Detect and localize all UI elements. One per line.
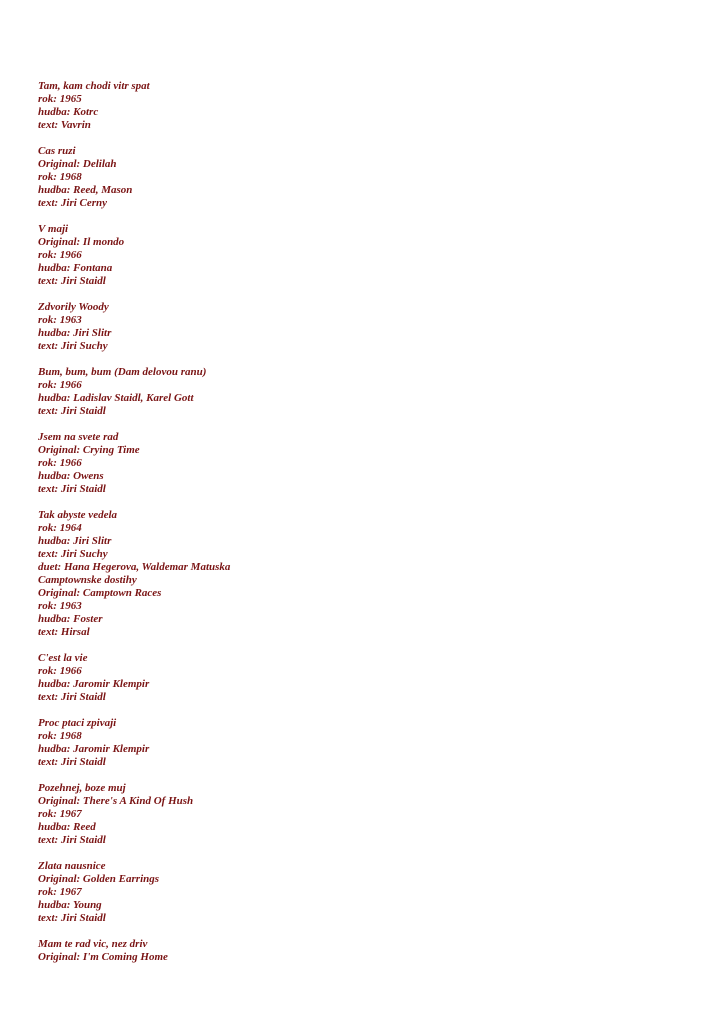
song-list (38, 80, 698, 964)
song-lyrics: text: Jiri Staidl (38, 912, 106, 924)
song-entry (38, 860, 698, 925)
song-music: hudba: Jiri Slitr (38, 327, 112, 339)
song-year: rok: 1963 (38, 600, 82, 612)
song-music: hudba: Fontana (38, 262, 113, 274)
song-year: rok: 1966 (38, 665, 82, 677)
song-title: Zlata nausnice (38, 860, 106, 872)
song-lyrics: text: Jiri Staidl (38, 275, 106, 287)
song-entry (38, 145, 698, 210)
song-title: Zdvorily Woody (38, 301, 109, 313)
song-title: Jsem na svete rad (38, 431, 119, 443)
song-lyrics: text: Vavrin (38, 119, 91, 131)
song-lyrics: text: Jiri Staidl (38, 834, 106, 846)
song-original: Original: Golden Earrings (38, 873, 160, 885)
song-original: Original: Camptown Races (38, 587, 162, 599)
song-title: Tak abyste vedela (38, 509, 118, 521)
song-entry (38, 717, 698, 769)
song-year: rok: 1966 (38, 249, 82, 261)
song-music: hudba: Owens (38, 470, 104, 482)
song-entry (38, 652, 698, 704)
song-year: rok: 1968 (38, 730, 82, 742)
song-original: Original: Crying Time (38, 444, 140, 456)
song-title: Cas ruzi (38, 145, 76, 157)
song-original: Original: I'm Coming Home (38, 951, 168, 963)
song-entry (38, 223, 698, 288)
song-lyrics: text: Jiri Suchy (38, 340, 108, 352)
song-music: hudba: Jaromir Klempir (38, 743, 150, 755)
song-original: Original: Il mondo (38, 236, 125, 248)
song-music: hudba: Jaromir Klempir (38, 678, 150, 690)
song-lyrics: text: Jiri Staidl (38, 405, 106, 417)
song-title: C'est la vie (38, 652, 88, 664)
song-lyrics: text: Jiri Staidl (38, 483, 106, 495)
song-title: Tam, kam chodi vitr spat (38, 80, 150, 92)
song-lyrics: text: Jiri Staidl (38, 691, 106, 703)
song-original: Original: Delilah (38, 158, 117, 170)
song-title: Mam te rad vic, nez driv (38, 938, 148, 950)
song-title: V maji (38, 223, 69, 235)
song-lyrics: text: Hirsal (38, 626, 90, 638)
song-year: rok: 1967 (38, 886, 82, 898)
song-music: hudba: Jiri Slitr (38, 535, 112, 547)
song-title: Camptownske dostihy (38, 574, 137, 586)
song-entry (38, 80, 698, 132)
song-music: hudba: Foster (38, 613, 103, 625)
song-entry (38, 782, 698, 847)
song-music: hudba: Ladislav Staidl, Karel Gott (38, 392, 194, 404)
song-lyrics: text: Jiri Staidl (38, 756, 106, 768)
song-title: Bum, bum, bum (Dam delovou ranu) (38, 366, 207, 378)
song-year: rok: 1968 (38, 171, 82, 183)
song-entry (38, 301, 698, 353)
song-original: Original: There's A Kind Of Hush (38, 795, 194, 807)
song-music: hudba: Kotrc (38, 106, 99, 118)
song-year: rok: 1966 (38, 379, 82, 391)
song-entry (38, 509, 698, 639)
song-year: rok: 1967 (38, 808, 82, 820)
song-music: hudba: Young (38, 899, 102, 911)
song-duet: duet: Hana Hegerova, Waldemar Matuska (38, 561, 231, 573)
song-year: rok: 1966 (38, 457, 82, 469)
song-music: hudba: Reed, Mason (38, 184, 133, 196)
song-entry (38, 366, 698, 418)
song-lyrics: text: Jiri Suchy (38, 548, 108, 560)
song-entry (38, 938, 698, 964)
song-year: rok: 1964 (38, 522, 82, 534)
song-title: Proc ptaci zpivaji (38, 717, 117, 729)
song-title: Pozehnej, boze muj (38, 782, 126, 794)
song-year: rok: 1963 (38, 314, 82, 326)
song-music: hudba: Reed (38, 821, 96, 833)
song-year: rok: 1965 (38, 93, 82, 105)
song-entry (38, 431, 698, 496)
song-lyrics: text: Jiri Cerny (38, 197, 108, 209)
